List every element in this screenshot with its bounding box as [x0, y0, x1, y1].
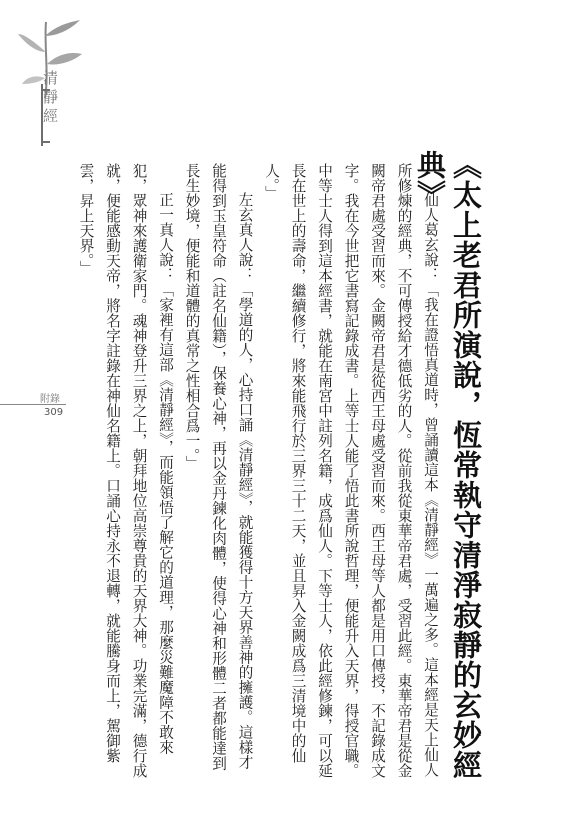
- section-label: 附錄: [40, 394, 60, 405]
- paragraph-ge-xuan: 仙人葛玄說：「我在證悟真道時，曾誦讀這本《清靜經》一萬遍之多。這本經是天上仙人所修煉的經典，不可傳授給才德低劣的人。從前我從東華帝君處，受習此經。東華帝君是從金闕帝君處受習而來。金闕帝君是從西王母處受習而來。西王母等人都是用口傳授，不記錄成文字。我在今世把它書寫記錄成書。上等士人能了悟此書所說哲理，便能升入天界，得授官職。中等士人得到這本經書，就能在南宮中註列名籍，成爲仙人。下等士人，依此經修鍊，可以延長在世上的壽命，繼續修行，將來能飛行於三界三十二天，並且昇入金闕成爲三清境中的仙人。」: [263, 163, 439, 778]
- footer-divider: [0, 404, 66, 405]
- paragraph-zuo-xuan: 左玄真人說：「學道的人，心持口誦《清靜經》，就能獲得十方天界善神的擁護。這樣才能得到玉皇符命（註名仙籍），保養心神，再以金丹鍊化肉體，使得心神和形體二者都能達到長生妙境，便能和道體的真常之性相合爲一。」: [183, 163, 254, 771]
- page-number: 309: [44, 407, 64, 418]
- paragraph-zheng-yi: 正一真人說：「家裡有這部《清靜經》，而能領悟了解它的道理，那麼災難魔障不敢來犯，眾神來護衛家門。魂神登升三界之上，朝拜地位高崇尊貴的天界大神。功業完滿，德行成就，便能感動天帝，將名字註錄在神仙名籍上。口誦心持永不退轉，就能騰身而上，駕御紫雲，昇上天界。」: [77, 163, 174, 778]
- body-text: [77, 163, 443, 778]
- book-emblem-title: 清靜經: [41, 70, 59, 127]
- scripture-title: 《太上老君所演說，恆常執守清淨寂靜的玄妙經典》: [413, 150, 483, 780]
